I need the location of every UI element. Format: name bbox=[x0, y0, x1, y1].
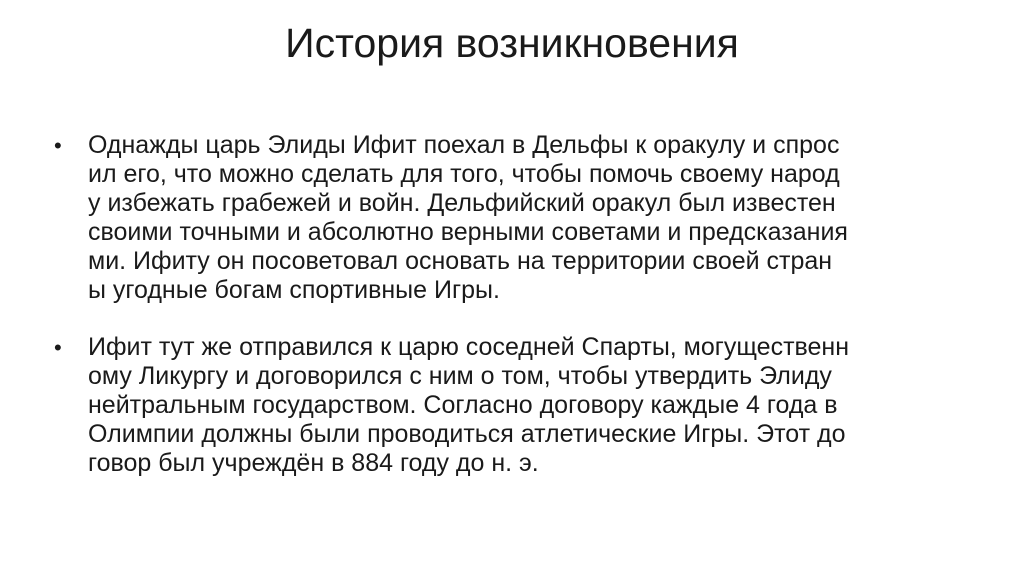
text-line: ому Ликургу и договорился с ним о том, чтобы утвердить Элиду bbox=[88, 362, 832, 390]
text-line: ил его, что можно сделать для того, чтобы помочь своему народ bbox=[88, 160, 840, 188]
text-line: своими точными и абсолютно верными советами и предсказания bbox=[88, 218, 848, 246]
slide-title: История возникновения bbox=[285, 20, 739, 66]
text-line: Ифит тут же отправился к царю соседней Спарты, могущественн bbox=[88, 333, 850, 361]
bullet-marker-icon: • bbox=[54, 335, 62, 360]
text-line: нейтральным государством. Согласно договору каждые 4 года в bbox=[88, 391, 838, 419]
text-line: у избежать грабежей и войн. Дельфийский оракул был известен bbox=[88, 189, 836, 217]
bullet-item-1 bbox=[52, 131, 982, 305]
text-line: говор был учреждён в 884 году до н. э. bbox=[88, 449, 539, 477]
text-line: Однажды царь Элиды Ифит поехал в Дельфы к оракулу и спрос bbox=[88, 131, 840, 159]
text-line: ми. Ифиту он посоветовал основать на территории своей стран bbox=[88, 247, 833, 275]
bullet-list bbox=[52, 131, 982, 506]
bullet-marker-icon: • bbox=[54, 133, 62, 158]
text-line: ы угодные богам спортивные Игры. bbox=[88, 276, 500, 304]
bullet-item-2 bbox=[52, 333, 982, 478]
text-line: Олимпии должны были проводиться атлетические Игры. Этот до bbox=[88, 420, 846, 448]
